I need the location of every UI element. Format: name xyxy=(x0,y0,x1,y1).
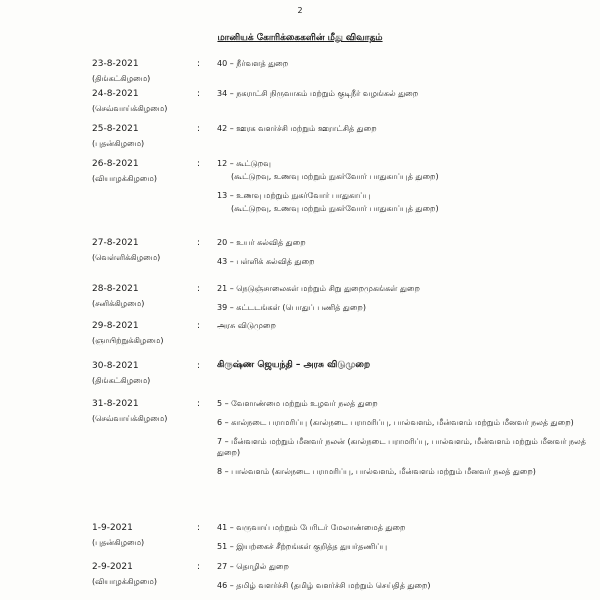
day-text: (ஞாயிற்றுக்கிழமை) xyxy=(92,336,164,345)
subjects-list xyxy=(217,360,587,379)
subject-item xyxy=(217,283,587,294)
day-text: (வெள்ளிக்கிழமை) xyxy=(92,253,161,262)
day-text: (செவ்வாய்க்கிழமை) xyxy=(92,104,168,113)
date-block xyxy=(92,58,192,85)
subject-main-text: 12 – கூட்டுறவு xyxy=(217,159,271,168)
date-block xyxy=(92,320,192,347)
subject-main-text: 43 – பள்ளிக் கல்வித் துறை xyxy=(217,257,315,266)
separator-colon: : xyxy=(197,238,201,248)
subject-main-text: 39 – கட்டடங்கள் (பொதுப் பணித் துறை) xyxy=(217,303,366,312)
subject-main-text: கிருஷ்ண ஜெயந்தி – அரசு விடுமுறை xyxy=(217,360,371,370)
date-block xyxy=(92,237,192,264)
separator-colon: : xyxy=(197,284,201,294)
page-number: 2 xyxy=(297,6,303,15)
subject-main-text: 41 – வருவாய் மற்றும் பேரிடர் மேலாண்மைத் துறை xyxy=(217,523,406,532)
separator-colon: : xyxy=(197,89,201,99)
subject-main-text: 6 – கால்நடை பராமரிப்பு (கால்நடை பராமரிப்பு, பால்வளம், மீன்வளம் மற்றும் மீனவர் நலத் துறை) xyxy=(217,418,574,427)
separator-colon: : xyxy=(197,361,201,371)
date-block xyxy=(92,158,192,185)
subject-sub-text: (கூட்டுறவு, உணவு மற்றும் நுகர்வோர் பாதுகாப்புத் துறை) xyxy=(231,172,439,181)
subject-item xyxy=(217,466,587,477)
date-text: 31-8-2021 xyxy=(92,399,139,409)
day-text: (திங்கட்கிழமை) xyxy=(92,376,151,385)
subject-main-text: 20 – உயர் கல்வித் துறை xyxy=(217,238,306,247)
subject-item xyxy=(217,320,587,331)
subject-main-text: 8 – பால்வளம் (கால்நடை பராமரிப்பு, பால்வளம், மீன்வளம் மற்றும் மீனவர் நலத் துறை) xyxy=(217,467,536,476)
subject-main-text: 34 – நகராட்சி நிருவாகம் மற்றும் குடிநீர் வழங்கல் துறை xyxy=(217,89,419,98)
subject-item xyxy=(217,158,587,182)
subject-item xyxy=(217,190,587,214)
date-text: 2-9-2021 xyxy=(92,562,133,572)
subject-item xyxy=(217,237,587,248)
subject-item xyxy=(217,58,587,69)
date-block xyxy=(92,123,192,150)
subject-main-text: 5 – வேளாண்மை மற்றும் உழவர் நலத் துறை xyxy=(217,399,378,408)
day-text: (சனிக்கிழமை) xyxy=(92,299,145,308)
subject-main-text: 42 – ஊரக வளர்ச்சி மற்றும் ஊராட்சித் துறை xyxy=(217,124,377,133)
subject-sub-text: (கூட்டுறவு, உணவு மற்றும் நுகர்வோர் பாதுகாப்புத் துறை) xyxy=(231,204,439,213)
subject-item xyxy=(217,256,587,267)
subject-main-text: அரசு விடுமுறை xyxy=(217,321,276,330)
date-block xyxy=(92,283,192,310)
date-text: 25-8-2021 xyxy=(92,124,139,134)
date-text: 1-9-2021 xyxy=(92,523,133,533)
subjects-list xyxy=(217,88,587,107)
separator-colon: : xyxy=(197,399,201,409)
separator-colon: : xyxy=(197,523,201,533)
separator-colon: : xyxy=(197,59,201,69)
subject-item xyxy=(217,398,587,409)
date-block xyxy=(92,522,192,549)
subject-item xyxy=(217,88,587,99)
subject-main-text: 40 – நீர்வளத் துறை xyxy=(217,59,289,68)
date-text: 23-8-2021 xyxy=(92,59,139,69)
page-title: மானியக் கோரிக்கைகளின் மீது விவாதம் xyxy=(217,33,383,43)
separator-colon: : xyxy=(197,321,201,331)
subjects-list xyxy=(217,283,587,321)
subjects-list xyxy=(217,320,587,339)
subjects-list xyxy=(217,158,587,222)
subjects-list xyxy=(217,398,587,485)
date-block xyxy=(92,398,192,425)
subject-main-text: 51 – இயற்கைச் சீற்றங்கள் குறித்த துயர்தணிப்பு xyxy=(217,542,388,551)
subject-item xyxy=(217,436,587,458)
subject-main-text: 21 – நெடுஞ்சாலைகள் மற்றும் சிறு துறைமுகங்கள் துறை xyxy=(217,284,420,293)
date-block xyxy=(92,561,192,588)
subjects-list xyxy=(217,561,587,599)
subject-item xyxy=(217,580,587,591)
date-text: 26-8-2021 xyxy=(92,159,139,169)
day-text: (செவ்வாய்க்கிழமை) xyxy=(92,414,168,423)
date-text: 30-8-2021 xyxy=(92,361,139,371)
subject-item xyxy=(217,302,587,313)
subject-main-text: 13 – உணவு மற்றும் நுகர்வோர் பாதுகாப்பு xyxy=(217,191,371,200)
subject-main-text: 7 – மீன்வளம் மற்றும் மீனவர் நலன் (கால்நடை பராமரிப்பு, பால்வளம், மீன்வளம் மற்றும் மீனவர் நலத் துறை) xyxy=(217,437,586,457)
day-text: (வியாழக்கிழமை) xyxy=(92,577,157,586)
date-block xyxy=(92,360,192,387)
separator-colon: : xyxy=(197,159,201,169)
subjects-list xyxy=(217,237,587,275)
subject-main-text: 27 – தொழில் துறை xyxy=(217,562,289,571)
subject-item xyxy=(217,561,587,572)
subjects-list xyxy=(217,522,587,560)
separator-colon: : xyxy=(197,562,201,572)
subjects-list xyxy=(217,123,587,142)
subject-main-text: 46 – தமிழ் வளர்ச்சி (தமிழ் வளர்ச்சி மற்றும் செய்தித் துறை) xyxy=(217,581,431,590)
date-text: 28-8-2021 xyxy=(92,284,139,294)
separator-colon: : xyxy=(197,124,201,134)
subject-item xyxy=(217,417,587,428)
subject-item xyxy=(217,541,587,552)
day-text: (வியாழக்கிழமை) xyxy=(92,174,157,183)
day-text: (திங்கட்கிழமை) xyxy=(92,74,151,83)
subject-item xyxy=(217,123,587,134)
day-text: (புதன்கிழமை) xyxy=(92,139,145,148)
date-text: 24-8-2021 xyxy=(92,89,139,99)
subjects-list xyxy=(217,58,587,77)
subject-item xyxy=(217,360,587,371)
date-text: 29-8-2021 xyxy=(92,321,139,331)
date-block xyxy=(92,88,192,115)
day-text: (புதன்கிழமை) xyxy=(92,538,145,547)
subject-item xyxy=(217,522,587,533)
date-text: 27-8-2021 xyxy=(92,238,139,248)
